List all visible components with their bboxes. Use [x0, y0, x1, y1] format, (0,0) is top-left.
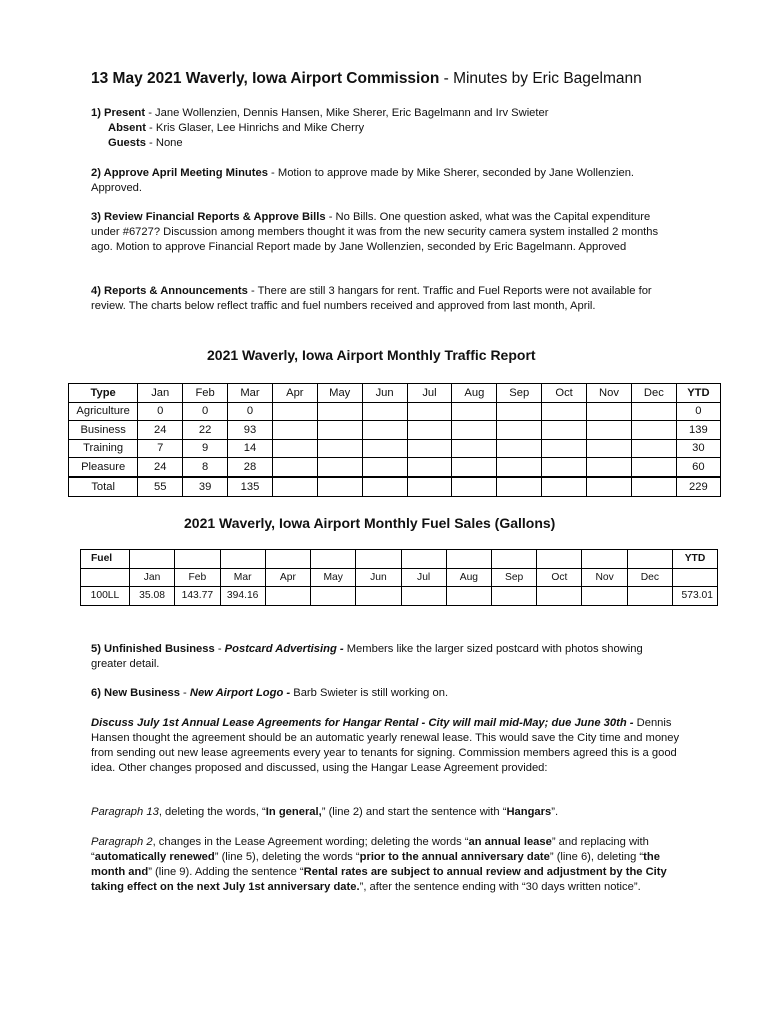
traffic-cell [542, 458, 587, 477]
present-label: 1) Present [91, 107, 146, 119]
traffic-cell [362, 421, 407, 440]
traffic-cell [362, 458, 407, 477]
para13-text-3: ”. [551, 806, 559, 818]
item3-label: 3) Review Financial Reports & Approve Bills [91, 211, 326, 223]
traffic-cell: 93 [228, 421, 273, 440]
traffic-cell [542, 439, 587, 458]
guests-text: - None [145, 137, 183, 149]
para2-text-5: ” (line 9). Adding the sentence “ [148, 866, 304, 878]
fuel-cell [627, 587, 672, 606]
traffic-cell [542, 421, 587, 440]
para2-bold-2: automatically renewed [94, 851, 215, 863]
traffic-cell [631, 421, 676, 440]
traffic-row-total [69, 477, 721, 497]
para2-text-2: ” and replacing with “ [91, 836, 649, 863]
fuel-cell [582, 587, 627, 606]
fuel-month-jan: Jan [129, 568, 174, 587]
fuel-blank-cell [220, 550, 265, 569]
fuel-month-oct: Oct [537, 568, 582, 587]
fuel-blank-cell [175, 550, 220, 569]
traffic-cell [497, 439, 542, 458]
traffic-header-type: Type [69, 384, 138, 403]
absent-line [91, 121, 681, 136]
fuel-blank-cell [492, 550, 537, 569]
absent-label: Absent [108, 122, 146, 134]
fuel-month-may: May [311, 568, 356, 587]
traffic-cell: 0 [138, 402, 183, 421]
traffic-cell: 0 [183, 402, 228, 421]
item-new-business [91, 686, 681, 701]
traffic-cell [362, 439, 407, 458]
traffic-header-jun: Jun [362, 384, 407, 403]
traffic-cell [631, 439, 676, 458]
para2-ref: Paragraph 2 [91, 836, 153, 848]
fuel-cell: 143.77 [175, 587, 220, 606]
present-text: - Jane Wollenzien, Dennis Hansen, Mike Sherer, Eric Bagelmann and Irv Swieter [145, 107, 549, 119]
guests-label: Guests [108, 137, 146, 149]
item5-sep: - [214, 643, 225, 655]
fuel-blank-cell [672, 568, 717, 587]
traffic-cell: 139 [676, 421, 720, 440]
para13-ref: Paragraph 13 [91, 806, 159, 818]
fuel-cell [311, 587, 356, 606]
fuel-table [80, 549, 718, 606]
traffic-cell [317, 421, 362, 440]
para2-text-4: ” (line 6), deleting “ [549, 851, 644, 863]
traffic-cell [272, 439, 317, 458]
traffic-cell: Business [69, 421, 138, 440]
traffic-cell [407, 421, 452, 440]
para13-bold-1: In general, [265, 806, 322, 818]
item4-label: 4) Reports & Announcements [91, 285, 248, 297]
fuel-cell: 573.01 [672, 587, 717, 606]
traffic-header-row [69, 384, 721, 403]
fuel-blank-cell [537, 550, 582, 569]
traffic-report-title: 2021 Waverly, Iowa Airport Monthly Traffic Report [207, 347, 536, 363]
fuel-blank-cell [627, 550, 672, 569]
traffic-cell [407, 477, 452, 497]
traffic-cell: 7 [138, 439, 183, 458]
traffic-header-oct: Oct [542, 384, 587, 403]
item-reports-announcements [91, 284, 681, 314]
fuel-cell [265, 587, 310, 606]
traffic-cell [497, 421, 542, 440]
fuel-row-100ll [81, 587, 718, 606]
present-line [91, 106, 681, 121]
traffic-cell [587, 439, 632, 458]
traffic-row-pleasure [69, 458, 721, 477]
traffic-cell: 14 [228, 439, 273, 458]
lease-text: Dennis Hansen thought the agreement should be an automatic yearly renewal lease. This would save the City time and money from sending out new lease agreements every year to tenants for signing. Commission members agreed this is a good idea. Other changes proposed and discussed, using the Hangar Lease Agreement provided: [91, 717, 680, 774]
traffic-header-jul: Jul [407, 384, 452, 403]
traffic-cell [407, 458, 452, 477]
fuel-month-apr: Apr [265, 568, 310, 587]
traffic-cell [542, 477, 587, 497]
traffic-cell [587, 458, 632, 477]
para2-text-3: ” (line 5), deleting the words “ [214, 851, 360, 863]
traffic-header-aug: Aug [452, 384, 497, 403]
para2-text-1: , changes in the Lease Agreement wording; deleting the words “ [152, 836, 469, 848]
traffic-header-jan: Jan [138, 384, 183, 403]
traffic-row-training [69, 439, 721, 458]
item6-label: 6) New Business [91, 687, 180, 699]
traffic-cell [362, 477, 407, 497]
traffic-cell [317, 439, 362, 458]
fuel-cell [446, 587, 491, 606]
traffic-table [68, 383, 721, 497]
traffic-cell [542, 402, 587, 421]
fuel-report-title: 2021 Waverly, Iowa Airport Monthly Fuel Sales (Gallons) [184, 515, 556, 531]
item4-text: - There are still 3 hangars for rent. Traffic and Fuel Reports were not available for review. The charts below reflect traffic and fuel numbers received and approved from last month, April. [91, 285, 652, 312]
para2-bold-4: the month and [91, 851, 660, 878]
item2-label: 2) Approve April Meeting Minutes [91, 167, 268, 179]
traffic-cell [631, 458, 676, 477]
fuel-month-aug: Aug [446, 568, 491, 587]
traffic-cell [272, 402, 317, 421]
traffic-header-sep: Sep [497, 384, 542, 403]
para13-text-1: , deleting the words, “ [158, 806, 266, 818]
traffic-cell: 0 [676, 402, 720, 421]
traffic-header-nov: Nov [587, 384, 632, 403]
page-title [91, 70, 642, 88]
fuel-month-feb: Feb [175, 568, 220, 587]
fuel-ytd-label: YTD [672, 550, 717, 569]
fuel-blank-cell [265, 550, 310, 569]
absent-text: - Kris Glaser, Lee Hinrichs and Mike Cherry [145, 122, 365, 134]
traffic-cell: 60 [676, 458, 720, 477]
fuel-blank-cell [311, 550, 356, 569]
fuel-cell: 100LL [81, 587, 130, 606]
traffic-cell [362, 402, 407, 421]
para13-bold-2: Hangars [506, 806, 552, 818]
traffic-cell: 24 [138, 421, 183, 440]
fuel-cell: 394.16 [220, 587, 265, 606]
fuel-blank-cell [582, 550, 627, 569]
traffic-row-business [69, 421, 721, 440]
item5-text: Members like the larger sized postcard with photos showing greater detail. [91, 643, 643, 670]
fuel-months-row [81, 568, 718, 587]
item-financial-reports [91, 210, 681, 255]
item6-sub: New Airport Logo - [189, 687, 291, 699]
traffic-cell [452, 439, 497, 458]
traffic-cell: 55 [138, 477, 183, 497]
traffic-header-ytd: YTD [676, 384, 720, 403]
traffic-cell [587, 402, 632, 421]
item-approve-minutes [91, 166, 681, 196]
traffic-cell [407, 439, 452, 458]
traffic-cell: 22 [183, 421, 228, 440]
traffic-cell: Training [69, 439, 138, 458]
para2-text-6: ”, after the sentence ending with “30 days written notice”. [359, 881, 641, 893]
traffic-cell [452, 421, 497, 440]
traffic-cell [631, 402, 676, 421]
traffic-header-apr: Apr [272, 384, 317, 403]
traffic-cell [497, 458, 542, 477]
fuel-cell [401, 587, 446, 606]
traffic-cell: 0 [228, 402, 273, 421]
para2-bold-1: an annual lease [468, 836, 552, 848]
fuel-blank-cell [356, 550, 401, 569]
fuel-blank-cell [129, 550, 174, 569]
traffic-cell: Total [69, 477, 138, 497]
guests-line [91, 136, 681, 151]
traffic-cell [631, 477, 676, 497]
item6-sep: - [179, 687, 190, 699]
fuel-blank-cell [81, 568, 130, 587]
page-title-bold: 13 May 2021 Waverly, Iowa Airport Commission [91, 70, 440, 87]
fuel-cell: 35.08 [129, 587, 174, 606]
traffic-cell: 30 [676, 439, 720, 458]
traffic-cell [317, 458, 362, 477]
traffic-cell [452, 402, 497, 421]
traffic-cell [452, 458, 497, 477]
fuel-blank-cell [446, 550, 491, 569]
traffic-cell [587, 477, 632, 497]
page-title-rest: - Minutes by Eric Bagelmann [439, 70, 642, 87]
item3-text: - No Bills. One question asked, what was the Capital expenditure under #6727? Discussion among members thought it was from the new security camera system installed 2 months ago. Motion to approve Financial Report made by Jane Wollenzien, seconded by Eric Bagelmann. Approved [91, 211, 659, 253]
traffic-cell [272, 421, 317, 440]
traffic-cell: 28 [228, 458, 273, 477]
traffic-header-dec: Dec [631, 384, 676, 403]
fuel-month-jul: Jul [401, 568, 446, 587]
fuel-month-jun: Jun [356, 568, 401, 587]
traffic-cell [317, 402, 362, 421]
traffic-cell: 9 [183, 439, 228, 458]
traffic-cell: 24 [138, 458, 183, 477]
traffic-header-may: May [317, 384, 362, 403]
fuel-header-row [81, 550, 718, 569]
traffic-header-feb: Feb [183, 384, 228, 403]
traffic-cell [497, 402, 542, 421]
lease-discussion [91, 716, 681, 776]
traffic-cell: 135 [228, 477, 273, 497]
traffic-header-mar: Mar [228, 384, 273, 403]
fuel-month-sep: Sep [492, 568, 537, 587]
paragraph-2-change [91, 835, 681, 895]
traffic-cell: Agriculture [69, 402, 138, 421]
traffic-row-agriculture [69, 402, 721, 421]
traffic-cell: 8 [183, 458, 228, 477]
item5-label: 5) Unfinished Business [91, 643, 215, 655]
traffic-cell [497, 477, 542, 497]
traffic-cell: 229 [676, 477, 720, 497]
attendance-section [91, 106, 681, 151]
fuel-cell [537, 587, 582, 606]
traffic-cell [317, 477, 362, 497]
fuel-label: Fuel [81, 550, 130, 569]
fuel-month-mar: Mar [220, 568, 265, 587]
item-unfinished-business [91, 642, 681, 672]
item5-sub: Postcard Advertising - [224, 643, 344, 655]
fuel-month-dec: Dec [627, 568, 672, 587]
traffic-cell: Pleasure [69, 458, 138, 477]
item6-text: Barb Swieter is still working on. [290, 687, 449, 699]
para2-bold-3: prior to the annual anniversary date [359, 851, 550, 863]
paragraph-13-change [91, 805, 681, 820]
fuel-blank-cell [401, 550, 446, 569]
traffic-cell [407, 402, 452, 421]
traffic-cell [272, 477, 317, 497]
traffic-cell [587, 421, 632, 440]
fuel-cell [356, 587, 401, 606]
traffic-cell [452, 477, 497, 497]
para2-bold-5: Rental rates are subject to annual review and adjustment by the City taking effect on the next July 1st anniversary date. [91, 866, 667, 893]
traffic-cell: 39 [183, 477, 228, 497]
fuel-month-nov: Nov [582, 568, 627, 587]
traffic-cell [272, 458, 317, 477]
fuel-cell [492, 587, 537, 606]
item2-text: - Motion to approve made by Mike Sherer, seconded by Jane Wollenzien. Approved. [91, 167, 635, 194]
para13-text-2: ” (line 2) and start the sentence with “ [321, 806, 507, 818]
lease-heading: Discuss July 1st Annual Lease Agreements for Hangar Rental - City will mail mid-May; due June 30th - [91, 717, 634, 729]
